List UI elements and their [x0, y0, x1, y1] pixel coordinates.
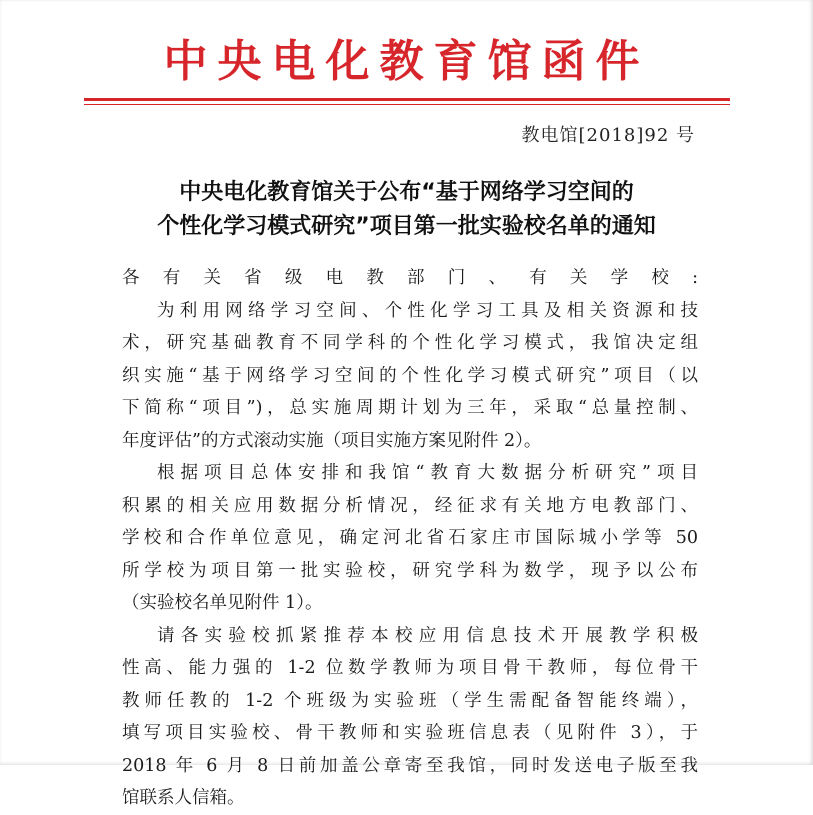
notice-title-line-2: 个性化学习模式研究”项目第一批实验校名单的通知 [157, 214, 656, 239]
letterhead-rule-thick [84, 98, 730, 101]
paragraph-line: 为利用网络学习空间、个性化学习工具及相关资源和技 [157, 300, 698, 321]
paragraph-line: 填写项目实验校、骨干教师和实验班信息表（见附件 3），于 [122, 723, 698, 743]
paragraph-line: 教师任教的 1-2 个班级为实验班（学生需配备智能终端）， [122, 690, 698, 711]
paragraph-line: 请各实验校抓紧推荐本校应用信息技术开展教学积极 [157, 625, 698, 646]
paragraph-line: 织实施“基于网络学习空间的个性化学习模式研究”项目（以 [122, 365, 698, 386]
paragraph-line: 下简称“项目”)，总实施周期计划为三年，采取“总量控制、 [122, 398, 698, 418]
paragraph-line: 2018 年 6 月 8 日前加盖公章寄至我馆，同时发送电子版至我 [122, 755, 698, 776]
paragraph-line: 性高、能力强的 1-2 位数学教师为项目骨干教师，每位骨干 [122, 658, 698, 678]
paragraph-line: （实验校名单见附件 1）。 [122, 593, 323, 613]
notice-title [0, 176, 813, 244]
paragraph-line: 术，研究基础教育不同学科的个性化学习模式，我馆决定组 [122, 333, 698, 353]
document-number: 教电馆[2018]92 号 [521, 125, 695, 146]
salutation: 各有关省级电教部门、有关学校: [122, 268, 698, 288]
notice-title-line-1: 中央电化教育馆关于公布“基于网络学习空间的 [179, 180, 634, 205]
paragraph-line: 积累的相关应用数据分析情况，经征求有关地方电教部门、 [122, 495, 698, 516]
paragraph-line: 所学校为项目第一批实验校，研究学科为数学，现予以公布 [122, 560, 698, 581]
paragraph-1 [122, 295, 698, 458]
paragraph-line: 年度评估”的方式滚动实施（项目实施方案见附件 2）。 [122, 430, 542, 451]
letterhead-title: 中央电化教育馆函件 [163, 36, 650, 87]
paragraph-3 [122, 620, 698, 815]
letterhead-rule-thin [84, 104, 730, 105]
paragraph-2 [122, 457, 698, 620]
notice-body [122, 262, 698, 815]
paragraph-line: 学校和合作单位意见，确定河北省石家庄市国际城小学等 50 [122, 528, 698, 548]
paragraph-line: 馆联系人信箱。 [122, 788, 245, 808]
paragraph-line: 根据项目总体安排和我馆“教育大数据分析研究”项目 [157, 463, 698, 483]
